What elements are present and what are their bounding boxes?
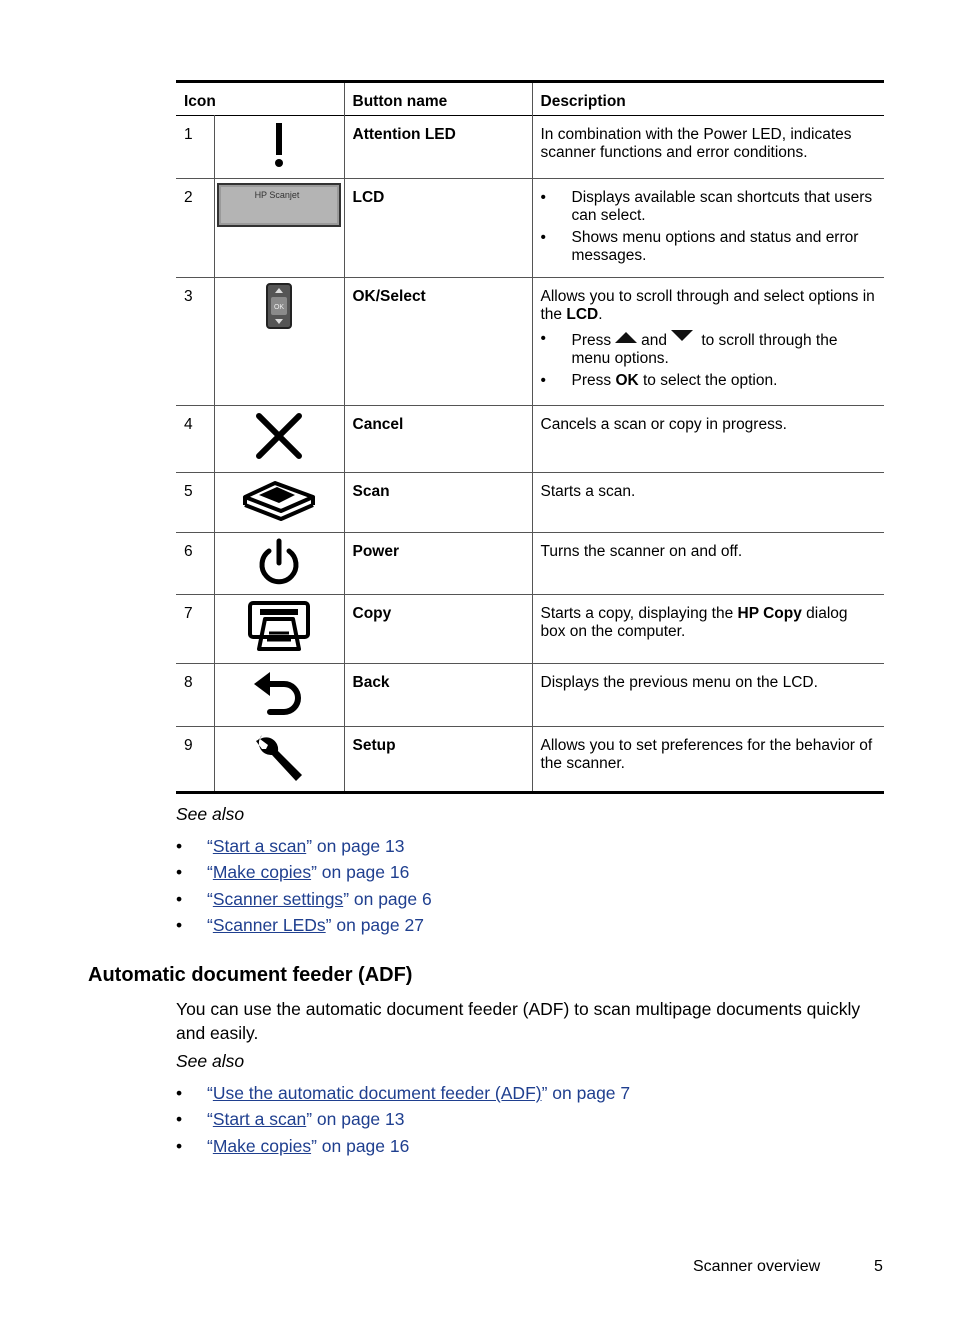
link-text[interactable]: Scanner LEDs (212, 914, 326, 935)
desc-bold: LCD (566, 306, 599, 323)
link-text[interactable]: Start a scan (212, 836, 307, 856)
list-text: and (641, 332, 667, 349)
row-number: 4 (184, 416, 193, 433)
up-arrow-icon (615, 332, 637, 343)
power-icon (214, 533, 344, 595)
quote-open: “ (207, 1135, 213, 1156)
link-suffix: ” on page 13 (306, 1109, 405, 1130)
table-row (176, 727, 884, 793)
list-item (176, 914, 432, 940)
button-name: Back (344, 664, 532, 727)
header-description: Description (532, 82, 884, 116)
link-item[interactable] (207, 862, 409, 882)
table-row (176, 116, 884, 179)
row-number: 1 (184, 126, 193, 143)
list-item (176, 1082, 630, 1108)
button-description: Allows you to set preferences for the behavior of the scanner. (532, 727, 884, 793)
footer-section-title: Scanner overview (693, 1258, 821, 1275)
link-suffix: ” on page 7 (541, 1083, 631, 1103)
desc-bold: HP Copy (737, 605, 802, 622)
link-suffix: ” on page 16 (311, 1135, 410, 1156)
table-row (176, 595, 884, 664)
button-name: Cancel (344, 406, 532, 473)
table-row (176, 406, 884, 473)
quote-open: “ (207, 1083, 213, 1103)
lcd-display-icon (214, 179, 344, 278)
cancel-x-icon (214, 406, 344, 473)
link-item[interactable] (207, 1083, 630, 1103)
list-item: • Displays available scan shortcuts that users can select. (541, 189, 877, 225)
link-text[interactable]: Scanner settings (212, 888, 344, 909)
button-name: Attention LED (344, 116, 532, 179)
back-arrow-icon (214, 664, 344, 727)
button-description: Turns the scanner on and off. (532, 533, 884, 595)
ok-select-icon (214, 278, 344, 406)
link-item[interactable] (207, 889, 432, 909)
quote-open: “ (207, 862, 213, 883)
desc-text: Starts a copy, displaying the (540, 605, 738, 622)
table-row (176, 664, 884, 727)
list-bold: OK (615, 372, 639, 389)
link-suffix: ” on page 13 (306, 836, 405, 856)
see-also-label: See also (176, 1051, 245, 1071)
header-button-name: Button name (344, 82, 532, 116)
link-suffix: ” on page 16 (311, 862, 410, 883)
see-also-label: See also (176, 804, 245, 824)
quote-open: “ (207, 914, 213, 935)
desc-text: dialog box on the computer. (540, 605, 848, 640)
table-row (176, 179, 884, 278)
see-also-list (176, 835, 432, 940)
section-heading: Automatic document feeder (ADF) (88, 964, 413, 986)
list-text: Press (571, 372, 616, 389)
list-text: to select the option. (638, 372, 778, 389)
button-description (532, 595, 884, 664)
button-description (532, 278, 884, 406)
scan-icon (214, 473, 344, 533)
row-number: 3 (184, 288, 193, 305)
button-description: Starts a scan. (532, 473, 884, 533)
link-suffix: ” on page 6 (343, 888, 432, 909)
link-item[interactable] (207, 915, 424, 935)
page-number: 5 (874, 1258, 883, 1275)
desc-text: Allows you to scroll through and select options in the (540, 288, 875, 323)
list-item (176, 861, 432, 887)
table-row (176, 278, 884, 406)
link-item[interactable] (207, 836, 405, 856)
link-text[interactable]: Use the automatic document feeder (ADF) (212, 1083, 542, 1103)
header-icon: Icon (184, 93, 216, 110)
button-name: Setup (344, 727, 532, 793)
button-description: Cancels a scan or copy in progress. (532, 406, 884, 473)
button-name: Copy (344, 595, 532, 664)
row-number: 9 (184, 737, 193, 754)
copy-icon (214, 595, 344, 664)
list-text: to scroll through the menu options. (571, 332, 838, 367)
row-number: 7 (184, 605, 193, 622)
list-item (176, 835, 432, 861)
table-row (176, 533, 884, 595)
button-name: Scan (344, 473, 532, 533)
row-number: 8 (184, 674, 193, 691)
down-arrow-icon (671, 330, 693, 341)
desc-text: . (598, 306, 603, 323)
section-body: You can use the automatic document feeder (ADF) to scan multipage documents quickly and easily. (176, 999, 861, 1043)
table-row (176, 473, 884, 533)
list-item (176, 1135, 630, 1161)
list-item (176, 888, 432, 914)
button-name: Power (344, 533, 532, 595)
button-description: Displays the previous menu on the LCD. (532, 664, 884, 727)
link-text[interactable]: Start a scan (212, 1109, 307, 1130)
row-number: 2 (184, 189, 193, 206)
quote-open: “ (207, 1109, 213, 1130)
row-number: 6 (184, 543, 193, 560)
button-description (532, 179, 884, 278)
link-suffix: ” on page 27 (325, 914, 424, 935)
link-item[interactable] (207, 1109, 405, 1129)
list-item (541, 372, 877, 390)
exclamation-icon (214, 116, 344, 179)
buttons-table (176, 80, 884, 794)
button-description: In combination with the Power LED, indicates scanner functions and error conditions. (532, 116, 884, 179)
link-text[interactable]: Make copies (212, 862, 312, 883)
lcd-text: HP Scanjet (254, 190, 300, 200)
button-name: OK/Select (344, 278, 532, 406)
quote-open: “ (207, 888, 213, 909)
list-item (176, 1108, 630, 1134)
link-item[interactable] (207, 1136, 409, 1156)
quote-open: “ (207, 836, 213, 856)
list-item: • Shows menu options and status and error messages. (541, 229, 877, 265)
see-also-list (176, 1082, 630, 1161)
button-name: LCD (344, 179, 532, 278)
link-text[interactable]: Make copies (212, 1135, 312, 1156)
list-text: Press (571, 332, 612, 349)
list-item (541, 330, 877, 368)
ok-text: OK (273, 304, 285, 311)
wrench-icon (214, 727, 344, 793)
row-number: 5 (184, 483, 193, 500)
table-header-row (176, 82, 884, 116)
